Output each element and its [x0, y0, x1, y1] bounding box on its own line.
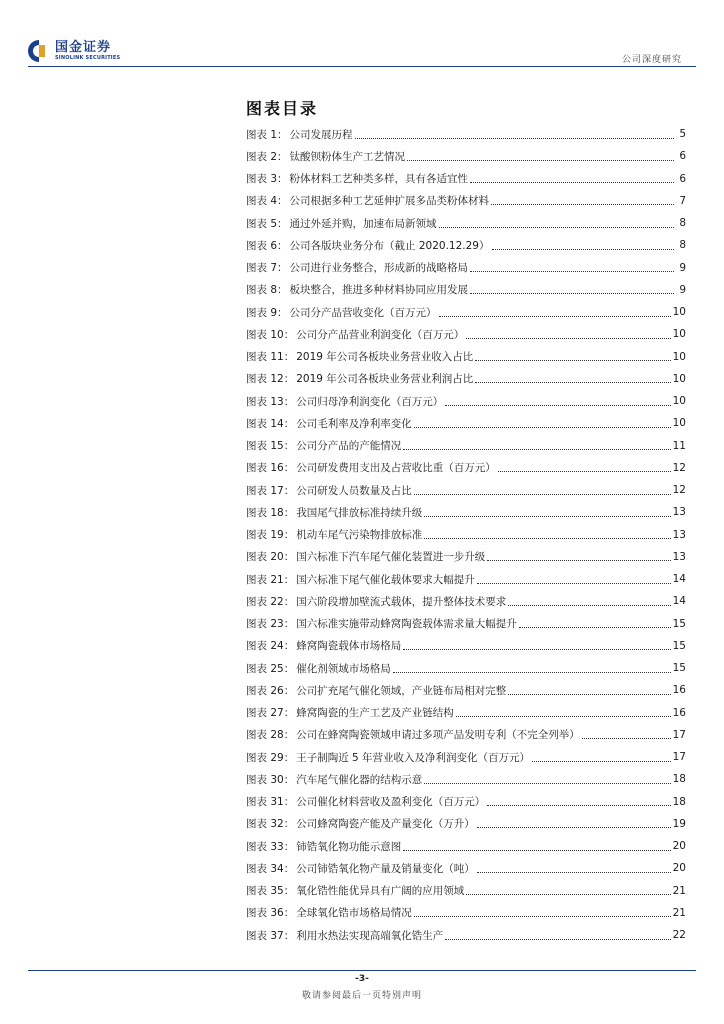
toc-entry[interactable]	[246, 902, 686, 924]
toc-entry-page: 19	[672, 817, 686, 830]
toc-leader-dots	[445, 405, 670, 406]
toc-entry[interactable]	[246, 546, 686, 568]
toc-entry-title: 公司分产品的产能情况	[296, 440, 402, 453]
toc-leader-dots	[424, 516, 670, 517]
toc-entry-number: 图表 25：	[246, 662, 295, 675]
toc-entry-page: 16	[672, 684, 686, 697]
toc-entry[interactable]	[246, 679, 686, 701]
toc-entry-number: 图表 5：	[246, 217, 288, 230]
toc-entry-number: 图表 13：	[246, 395, 295, 408]
toc-entry-number: 图表 37：	[246, 929, 295, 942]
toc-leader-dots	[414, 494, 671, 495]
toc-entry-title: 国六标准下尾气催化载体要求大幅提升	[296, 573, 475, 586]
toc-leader-dots	[439, 316, 671, 317]
toc-entry-page: 20	[672, 862, 686, 875]
toc-entry[interactable]	[246, 390, 686, 412]
toc-entry-title: 蜂窝陶瓷载体市场格局	[296, 640, 402, 653]
toc-entry[interactable]	[246, 635, 686, 657]
toc-entry[interactable]	[246, 857, 686, 879]
toc-entry-number: 图表 6：	[246, 239, 288, 252]
toc-entry[interactable]	[246, 346, 686, 368]
report-type: 公司深度研究	[621, 55, 682, 65]
toc-entry-title: 国六标准下汽车尾气催化装置进一步升级	[296, 551, 486, 564]
toc-leader-dots	[492, 249, 675, 250]
toc-entry-number: 图表 34：	[246, 862, 295, 875]
company-logo	[28, 40, 120, 62]
toc-entry-page: 10	[672, 372, 686, 385]
toc-entry-title: 公司扩充尾气催化领域，产业链布局相对完整	[296, 684, 507, 697]
toc-entry-title: 公司归母净利润变化（百万元）	[296, 395, 444, 408]
toc-entry-page: 6	[679, 172, 686, 185]
toc-entry-title: 公司在蜂窝陶瓷领域申请过多项产品发明专利（不完全列举）	[296, 729, 580, 742]
toc-entry-title: 钛酸钡粉体生产工艺情况	[289, 150, 406, 163]
toc-entry-title: 催化剂领域市场格局	[296, 662, 391, 675]
toc-leader-dots	[475, 360, 670, 361]
toc-entry[interactable]	[246, 190, 686, 212]
toc-entry[interactable]	[246, 568, 686, 590]
sinolink-logo-icon	[28, 40, 50, 62]
toc-entry-title: 公司各版块业务分布（截止 2020.12.29）	[289, 239, 490, 252]
toc-entry-number: 图表 18：	[246, 506, 295, 519]
toc-entry[interactable]	[246, 813, 686, 835]
toc-entry-page: 9	[679, 283, 686, 296]
toc-entry[interactable]	[246, 412, 686, 434]
toc-entry-number: 图表 30：	[246, 773, 295, 786]
toc-entry-page: 8	[679, 239, 686, 252]
toc-leader-dots	[582, 738, 671, 739]
toc-entry[interactable]	[246, 702, 686, 724]
toc-entry-number: 图表 28：	[246, 729, 295, 742]
toc-entry-page: 10	[672, 350, 686, 363]
toc-entry[interactable]	[246, 368, 686, 390]
toc-entry-page: 11	[672, 439, 686, 452]
toc-entry[interactable]	[246, 613, 686, 635]
toc-entry[interactable]	[246, 257, 686, 279]
toc-entry[interactable]	[246, 768, 686, 790]
toc-entry-title: 氧化锆性能优异具有广阔的应用领域	[296, 885, 465, 898]
toc-entry-number: 图表 21：	[246, 573, 295, 586]
toc-entry-title: 铈锆氧化物功能示意图	[296, 840, 402, 853]
toc-entry-page: 21	[672, 884, 686, 897]
toc-entry-number: 图表 11：	[246, 351, 295, 364]
toc-entry-number: 图表 19：	[246, 529, 295, 542]
toc-entry-title: 王子制陶近 5 年营业收入及净利润变化（百万元）	[296, 751, 531, 764]
disclaimer-note: 敬请参阅最后一页特别声明	[301, 991, 422, 1001]
toc-entry[interactable]	[246, 880, 686, 902]
toc-entry-number: 图表 16：	[246, 462, 295, 475]
toc-leader-dots	[470, 293, 674, 294]
toc-leader-dots	[403, 449, 670, 450]
toc-entry-page: 13	[672, 550, 686, 563]
toc-entry-page: 21	[672, 906, 686, 919]
toc-entry-title: 公司分产品营业利润变化（百万元）	[296, 328, 465, 341]
toc-entry-number: 图表 29：	[246, 751, 295, 764]
toc-entry[interactable]	[246, 590, 686, 612]
toc-leader-dots	[445, 939, 670, 940]
toc-entry-page: 15	[672, 617, 686, 630]
toc-entry-number: 图表 36：	[246, 907, 295, 920]
toc-entry[interactable]	[246, 924, 686, 946]
toc-entry-title: 公司毛利率及净利率变化	[296, 417, 412, 430]
toc-entry-title: 汽车尾气催化器的结构示意	[296, 773, 423, 786]
toc-entry-title: 我国尾气排放标准持续升级	[296, 506, 423, 519]
toc-leader-dots	[491, 204, 674, 205]
toc-leader-dots	[477, 583, 671, 584]
company-name-cn: 国金证券	[55, 40, 112, 55]
toc-leader-dots	[508, 605, 670, 606]
toc-entry-page: 12	[672, 484, 686, 497]
toc-entry-number: 图表 12：	[246, 373, 295, 386]
toc-leader-dots	[414, 427, 671, 428]
toc-entry-title: 利用水热法实现高端氧化锆生产	[296, 929, 444, 942]
toc-entry-title: 公司催化材料营收及盈利变化（百万元）	[296, 796, 486, 809]
toc-entry-number: 图表 9：	[246, 306, 288, 319]
toc-entry-title: 国六阶段增加壁流式载体，提升整体技术要求	[296, 595, 507, 608]
toc-entry-title: 公司铈锆氧化物产量及销量变化（吨）	[296, 862, 475, 875]
toc-leader-dots	[487, 560, 670, 561]
page-header	[0, 0, 724, 72]
toc-entry-number: 图表 14：	[246, 417, 295, 430]
toc-entry[interactable]	[246, 323, 686, 345]
toc-entry[interactable]	[246, 791, 686, 813]
toc-leader-dots	[456, 716, 671, 717]
toc-entry[interactable]	[246, 457, 686, 479]
toc-entry-title: 公司分产品营收变化（百万元）	[289, 306, 437, 319]
toc-entry-title: 通过外延并购，加速布局新领域	[289, 217, 437, 230]
toc-leader-dots	[403, 649, 670, 650]
toc-leader-dots	[393, 672, 671, 673]
toc-entry-page: 10	[672, 417, 686, 430]
toc-leader-dots	[355, 138, 674, 139]
toc-leader-dots	[475, 382, 670, 383]
toc-entry-number: 图表 26：	[246, 684, 295, 697]
toc-entry-title: 蜂窝陶瓷的生产工艺及产业链结构	[296, 707, 454, 720]
toc-leader-dots	[470, 182, 674, 183]
toc-entry-title: 粉体材料工艺种类多样，具有各适宜性	[289, 173, 469, 186]
toc-entry-number: 图表 32：	[246, 818, 295, 831]
toc-entry-title: 公司蜂窝陶瓷产能及产量变化（万升）	[296, 818, 475, 831]
toc-entry-page: 22	[672, 929, 686, 942]
toc-entry-title: 国六标准实施带动蜂窝陶瓷载体需求量大幅提升	[296, 618, 517, 631]
toc-entry-number: 图表 1：	[246, 128, 288, 141]
toc-entry-number: 图表 20：	[246, 551, 295, 564]
toc-entry[interactable]	[246, 524, 686, 546]
toc-entry[interactable]	[246, 724, 686, 746]
toc-entry-number: 图表 33：	[246, 840, 295, 853]
toc-entry[interactable]	[246, 279, 686, 301]
toc-entry-title: 全球氧化锆市场格局情况	[296, 907, 412, 920]
toc-title: 图表目录	[246, 99, 319, 118]
toc-entry-number: 图表 3：	[246, 173, 288, 186]
company-name-en: SINOLINK SECURITIES	[55, 55, 121, 61]
toc-entry-number: 图表 24：	[246, 640, 295, 653]
toc-entry-page: 10	[672, 395, 686, 408]
toc-entry[interactable]	[246, 746, 686, 768]
toc-entry-title: 公司研发费用支出及占营收比重（百万元）	[296, 462, 496, 475]
toc-entry-number: 图表 31：	[246, 796, 295, 809]
toc-entry-number: 图表 17：	[246, 484, 295, 497]
toc-entry-number: 图表 35：	[246, 885, 295, 898]
toc-entry-number: 图表 7：	[246, 262, 288, 275]
toc-entry-page: 15	[672, 639, 686, 652]
toc-entry[interactable]	[246, 123, 686, 145]
toc-entry-page: 10	[672, 306, 686, 319]
toc-entry-page: 9	[679, 261, 686, 274]
toc-entry-page: 15	[672, 662, 686, 675]
toc-entry[interactable]	[246, 657, 686, 679]
toc-entry-title: 2019 年公司各板块业务营业利润占比	[296, 373, 474, 386]
toc-entry-title: 机动车尾气污染物排放标准	[296, 529, 423, 542]
footer-divider	[28, 970, 696, 971]
page-number: -3-	[355, 974, 369, 984]
chart-index-list	[246, 123, 686, 946]
toc-entry-number: 图表 23：	[246, 618, 295, 631]
toc-leader-dots	[424, 783, 670, 784]
toc-leader-dots	[424, 538, 670, 539]
toc-entry[interactable]	[246, 435, 686, 457]
toc-entry[interactable]	[246, 301, 686, 323]
toc-entry-page: 10	[672, 328, 686, 341]
toc-leader-dots	[470, 271, 674, 272]
toc-entry-page: 18	[672, 795, 686, 808]
toc-entry-title: 2019 年公司各板块业务营业收入占比	[296, 351, 474, 364]
toc-entry-page: 17	[672, 728, 686, 741]
toc-entry-number: 图表 4：	[246, 195, 288, 208]
toc-entry[interactable]	[246, 212, 686, 234]
toc-leader-dots	[519, 627, 671, 628]
toc-entry-page: 13	[672, 528, 686, 541]
toc-leader-dots	[466, 338, 670, 339]
toc-leader-dots	[414, 916, 671, 917]
toc-entry-number: 图表 27：	[246, 707, 295, 720]
toc-entry-number: 图表 8：	[246, 284, 288, 297]
toc-leader-dots	[498, 471, 671, 472]
toc-entry-page: 18	[672, 773, 686, 786]
toc-entry-page: 20	[672, 840, 686, 853]
toc-entry-number: 图表 22：	[246, 595, 295, 608]
toc-entry-title: 公司根据多种工艺延伸扩展多品类粉体材料	[289, 195, 490, 208]
toc-entry-page: 16	[672, 706, 686, 719]
toc-leader-dots	[532, 761, 671, 762]
toc-entry-page: 14	[672, 573, 686, 586]
toc-entry-page: 6	[679, 150, 686, 163]
toc-leader-dots	[487, 805, 670, 806]
toc-leader-dots	[477, 827, 671, 828]
toc-entry-number: 图表 2：	[246, 150, 288, 163]
toc-entry-title: 公司进行业务整合，形成新的战略格局	[289, 262, 469, 275]
toc-entry-title: 公司研发人员数量及占比	[296, 484, 412, 497]
toc-leader-dots	[466, 894, 670, 895]
toc-entry-page: 13	[672, 506, 686, 519]
toc-leader-dots	[407, 160, 674, 161]
header-divider	[28, 66, 696, 67]
toc-entry[interactable]	[246, 234, 686, 256]
toc-entry[interactable]	[246, 835, 686, 857]
toc-entry-page: 8	[679, 217, 686, 230]
toc-entry-page: 5	[679, 128, 686, 141]
toc-entry-page: 12	[672, 461, 686, 474]
toc-entry-number: 图表 15：	[246, 440, 295, 453]
toc-leader-dots	[477, 872, 671, 873]
toc-leader-dots	[439, 227, 674, 228]
toc-leader-dots	[403, 850, 670, 851]
toc-entry[interactable]	[246, 501, 686, 523]
toc-leader-dots	[508, 694, 670, 695]
toc-entry-title: 板块整合，推进多种材料协同应用发展	[289, 284, 469, 297]
toc-entry-title: 公司发展历程	[289, 128, 353, 141]
toc-entry[interactable]	[246, 479, 686, 501]
toc-entry-number: 图表 10：	[246, 328, 295, 341]
toc-entry-page: 7	[679, 194, 686, 207]
toc-entry-page: 17	[672, 751, 686, 764]
toc-entry[interactable]	[246, 168, 686, 190]
toc-entry[interactable]	[246, 145, 686, 167]
toc-entry-page: 14	[672, 595, 686, 608]
